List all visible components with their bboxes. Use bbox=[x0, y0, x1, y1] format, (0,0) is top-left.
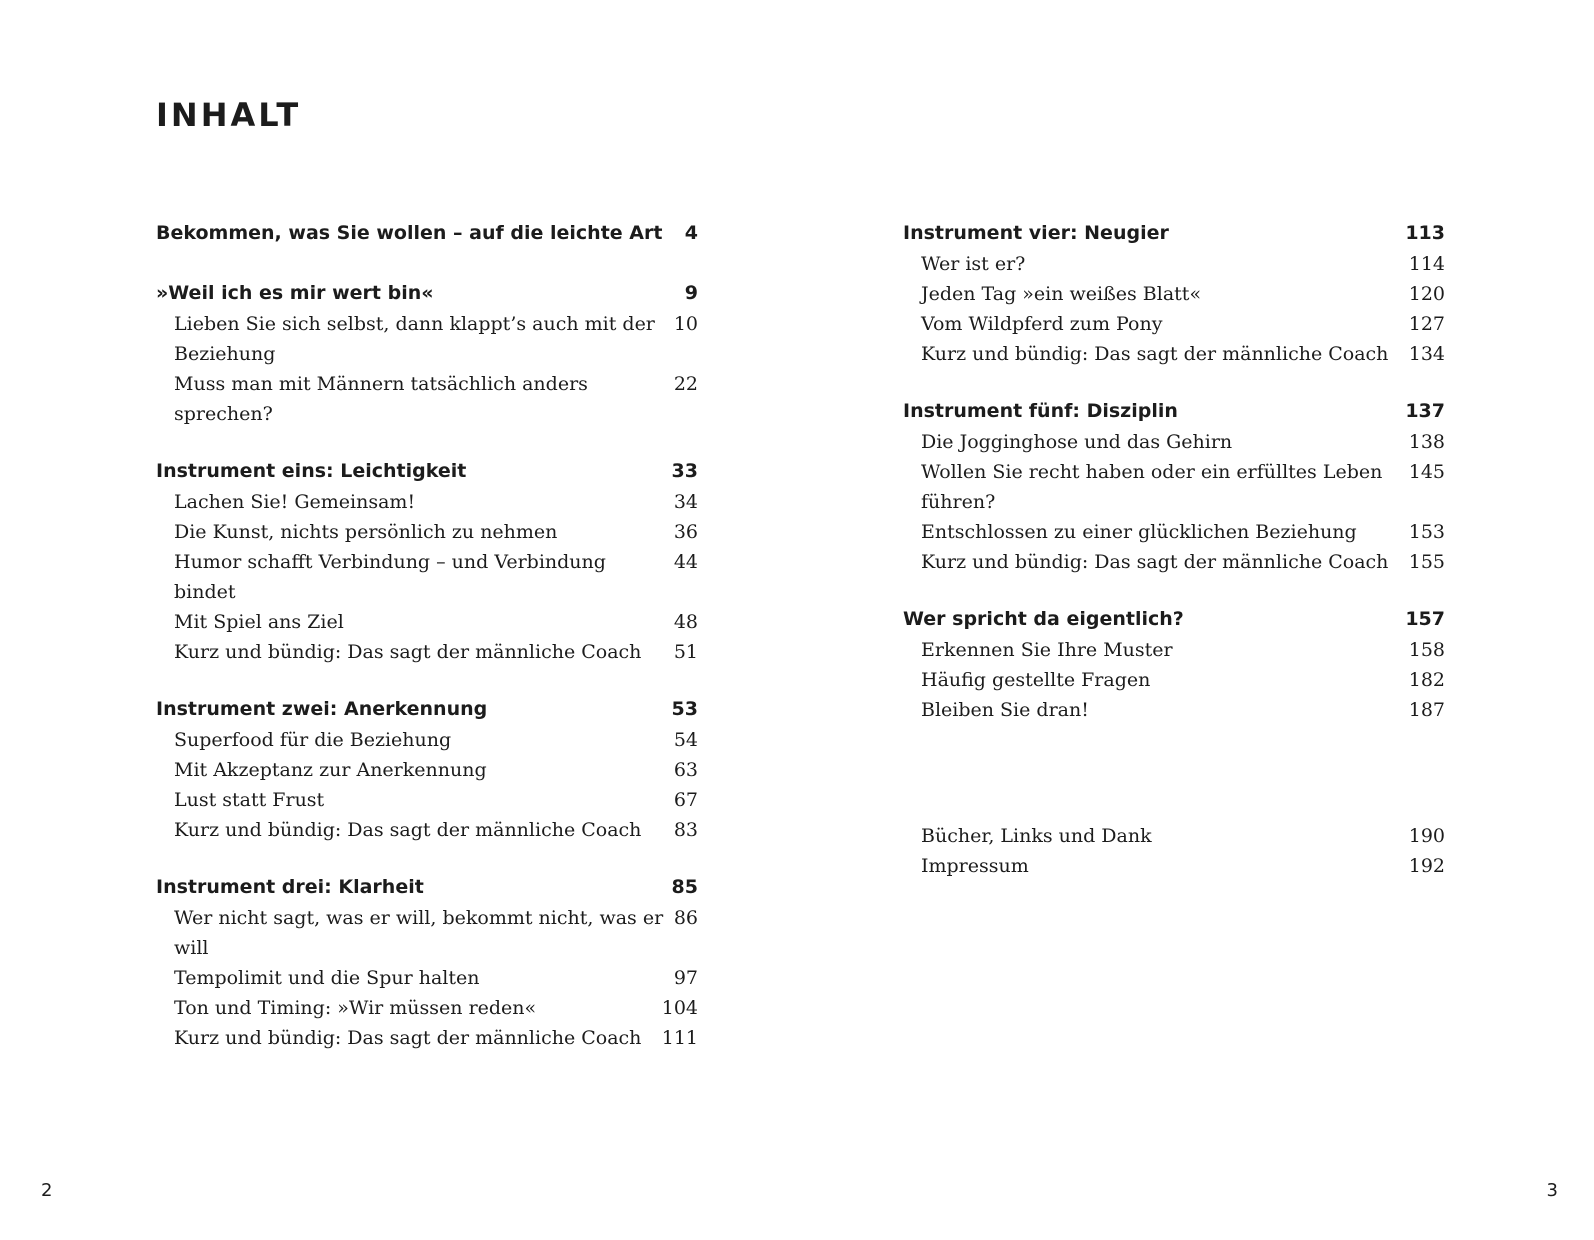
entry-title: Bücher, Links und Dank bbox=[921, 825, 1152, 847]
toc-entry[interactable] bbox=[903, 309, 1445, 339]
toc-chapter bbox=[903, 603, 1445, 725]
chapter-page: 113 bbox=[1405, 222, 1445, 244]
entry-title: Lachen Sie! Gemeinsam! bbox=[174, 491, 416, 513]
chapter-title: Instrument eins: Leichtigkeit bbox=[156, 460, 467, 482]
entry-page: 54 bbox=[673, 729, 698, 751]
chapter-heading[interactable] bbox=[903, 603, 1445, 635]
entry-title: Lieben Sie sich selbst, dann klappt’s auch mit der Beziehung bbox=[174, 313, 655, 365]
entry-title: Kurz und bündig: Das sagt der männliche Coach bbox=[174, 819, 642, 841]
entry-page: 158 bbox=[1408, 639, 1445, 661]
entry-title: Superfood für die Beziehung bbox=[174, 729, 452, 751]
toc-entry[interactable] bbox=[903, 695, 1445, 725]
chapter-heading[interactable] bbox=[156, 871, 698, 903]
toc-chapter bbox=[156, 217, 698, 249]
toc-chapter bbox=[903, 217, 1445, 369]
entry-page: 120 bbox=[1408, 283, 1445, 305]
chapter-page: 85 bbox=[671, 876, 698, 898]
entry-title: Wollen Sie recht haben oder ein erfülltes Leben führen? bbox=[921, 461, 1383, 513]
entry-page: 187 bbox=[1408, 699, 1445, 721]
chapter-title: Wer spricht da eigentlich? bbox=[903, 608, 1184, 630]
chapter-heading[interactable] bbox=[156, 693, 698, 725]
entry-title: Erkennen Sie Ihre Muster bbox=[921, 639, 1173, 661]
toc-back-matter bbox=[903, 821, 1445, 881]
entry-page: 97 bbox=[673, 967, 698, 989]
page-number-right: 3 bbox=[1546, 1180, 1558, 1201]
entry-title: Vom Wildpferd zum Pony bbox=[921, 313, 1163, 335]
chapter-heading[interactable] bbox=[903, 395, 1445, 427]
toc-entry[interactable] bbox=[156, 903, 698, 963]
toc-entry[interactable] bbox=[903, 851, 1445, 881]
toc-entry[interactable] bbox=[156, 963, 698, 993]
entry-page: 114 bbox=[1408, 253, 1445, 275]
toc-entry[interactable] bbox=[156, 815, 698, 845]
chapter-page: 33 bbox=[671, 460, 698, 482]
entry-page: 182 bbox=[1408, 669, 1445, 691]
chapter-title: Instrument drei: Klarheit bbox=[156, 876, 424, 898]
chapter-page: 4 bbox=[684, 222, 698, 244]
entry-page: 127 bbox=[1408, 313, 1445, 335]
toc-entry[interactable] bbox=[156, 517, 698, 547]
entry-page: 67 bbox=[673, 789, 698, 811]
toc-entry[interactable] bbox=[903, 457, 1445, 517]
toc-chapter bbox=[156, 871, 698, 1053]
entry-title: Wer ist er? bbox=[921, 253, 1026, 275]
entry-title: Die Jogginghose und das Gehirn bbox=[921, 431, 1233, 453]
entry-title: Wer nicht sagt, was er will, bekommt nicht, was er will bbox=[174, 907, 664, 959]
chapter-heading[interactable] bbox=[156, 455, 698, 487]
toc-entry[interactable] bbox=[156, 607, 698, 637]
chapter-page: 157 bbox=[1405, 608, 1445, 630]
chapter-heading[interactable] bbox=[156, 217, 698, 249]
entry-title: Mit Spiel ans Ziel bbox=[174, 611, 344, 633]
entry-page: 63 bbox=[673, 759, 698, 781]
toc-right-column bbox=[903, 217, 1445, 881]
entry-title: Humor schafft Verbindung – und Verbindung bindet bbox=[174, 551, 606, 603]
entry-page: 36 bbox=[673, 521, 698, 543]
entry-title: Bleiben Sie dran! bbox=[921, 699, 1089, 721]
toc-entry[interactable] bbox=[156, 309, 698, 369]
entry-page: 190 bbox=[1408, 825, 1445, 847]
entry-page: 134 bbox=[1408, 343, 1445, 365]
toc-entry[interactable] bbox=[903, 517, 1445, 547]
entry-page: 145 bbox=[1408, 461, 1445, 483]
toc-entry[interactable] bbox=[903, 635, 1445, 665]
toc-entry[interactable] bbox=[156, 637, 698, 667]
entry-page: 192 bbox=[1408, 855, 1445, 877]
toc-entry[interactable] bbox=[903, 665, 1445, 695]
chapter-title: »Weil ich es mir wert bin« bbox=[156, 282, 434, 304]
entry-page: 51 bbox=[673, 641, 698, 663]
entry-page: 153 bbox=[1408, 521, 1445, 543]
toc-entry[interactable] bbox=[156, 487, 698, 517]
chapter-heading[interactable] bbox=[156, 277, 698, 309]
entry-page: 155 bbox=[1408, 551, 1445, 573]
toc-chapter bbox=[156, 693, 698, 845]
toc-chapter bbox=[156, 277, 698, 429]
entry-title: Kurz und bündig: Das sagt der männliche Coach bbox=[921, 343, 1389, 365]
entry-title: Häufig gestellte Fragen bbox=[921, 669, 1151, 691]
chapter-title: Instrument zwei: Anerkennung bbox=[156, 698, 488, 720]
entry-title: Kurz und bündig: Das sagt der männliche Coach bbox=[174, 1027, 642, 1049]
entry-page: 10 bbox=[673, 313, 698, 335]
toc-entry[interactable] bbox=[156, 547, 698, 607]
toc-entry[interactable] bbox=[156, 785, 698, 815]
entry-page: 44 bbox=[673, 551, 698, 573]
entry-page: 104 bbox=[661, 997, 698, 1019]
entry-title: Tempolimit und die Spur halten bbox=[174, 967, 480, 989]
entry-page: 111 bbox=[661, 1027, 698, 1049]
entry-title: Mit Akzeptanz zur Anerkennung bbox=[174, 759, 487, 781]
entry-page: 22 bbox=[673, 373, 698, 395]
entry-title: Jeden Tag »ein weißes Blatt« bbox=[921, 283, 1202, 305]
entry-title: Kurz und bündig: Das sagt der männliche Coach bbox=[174, 641, 642, 663]
entry-title: Ton und Timing: »Wir müssen reden« bbox=[174, 997, 537, 1019]
entry-page: 138 bbox=[1408, 431, 1445, 453]
toc-entry[interactable] bbox=[156, 755, 698, 785]
toc-entry[interactable] bbox=[903, 821, 1445, 851]
entry-title: Impressum bbox=[921, 855, 1029, 877]
entry-page: 48 bbox=[673, 611, 698, 633]
toc-entry[interactable] bbox=[903, 427, 1445, 457]
chapter-title: Instrument vier: Neugier bbox=[903, 222, 1169, 244]
entry-title: Muss man mit Männern tatsächlich anders sprechen? bbox=[174, 373, 588, 425]
entry-title: Die Kunst, nichts persönlich zu nehmen bbox=[174, 521, 558, 543]
entry-page: 83 bbox=[673, 819, 698, 841]
chapter-page: 9 bbox=[684, 282, 698, 304]
toc-entry[interactable] bbox=[156, 1023, 698, 1053]
chapter-page: 53 bbox=[671, 698, 698, 720]
toc-left-column bbox=[156, 217, 698, 1079]
entry-title: Kurz und bündig: Das sagt der männliche Coach bbox=[921, 551, 1389, 573]
toc-entry[interactable] bbox=[903, 339, 1445, 369]
chapter-title: Bekommen, was Sie wollen – auf die leichte Art bbox=[156, 222, 663, 244]
entry-title: Lust statt Frust bbox=[174, 789, 325, 811]
chapter-title: Instrument fünf: Disziplin bbox=[903, 400, 1178, 422]
chapter-page: 137 bbox=[1405, 400, 1445, 422]
toc-entry[interactable] bbox=[903, 547, 1445, 577]
toc-entry[interactable] bbox=[903, 249, 1445, 279]
toc-chapter bbox=[903, 395, 1445, 577]
entry-page: 34 bbox=[673, 491, 698, 513]
toc-entry[interactable] bbox=[156, 369, 698, 429]
toc-chapter bbox=[156, 455, 698, 667]
page-title: INHALT bbox=[156, 96, 302, 134]
chapter-heading[interactable] bbox=[903, 217, 1445, 249]
entry-title: Entschlossen zu einer glücklichen Beziehung bbox=[921, 521, 1357, 543]
entry-page: 86 bbox=[673, 907, 698, 929]
page-number-left: 2 bbox=[41, 1180, 53, 1201]
toc-entry[interactable] bbox=[903, 279, 1445, 309]
toc-entry[interactable] bbox=[156, 993, 698, 1023]
toc-entry[interactable] bbox=[156, 725, 698, 755]
